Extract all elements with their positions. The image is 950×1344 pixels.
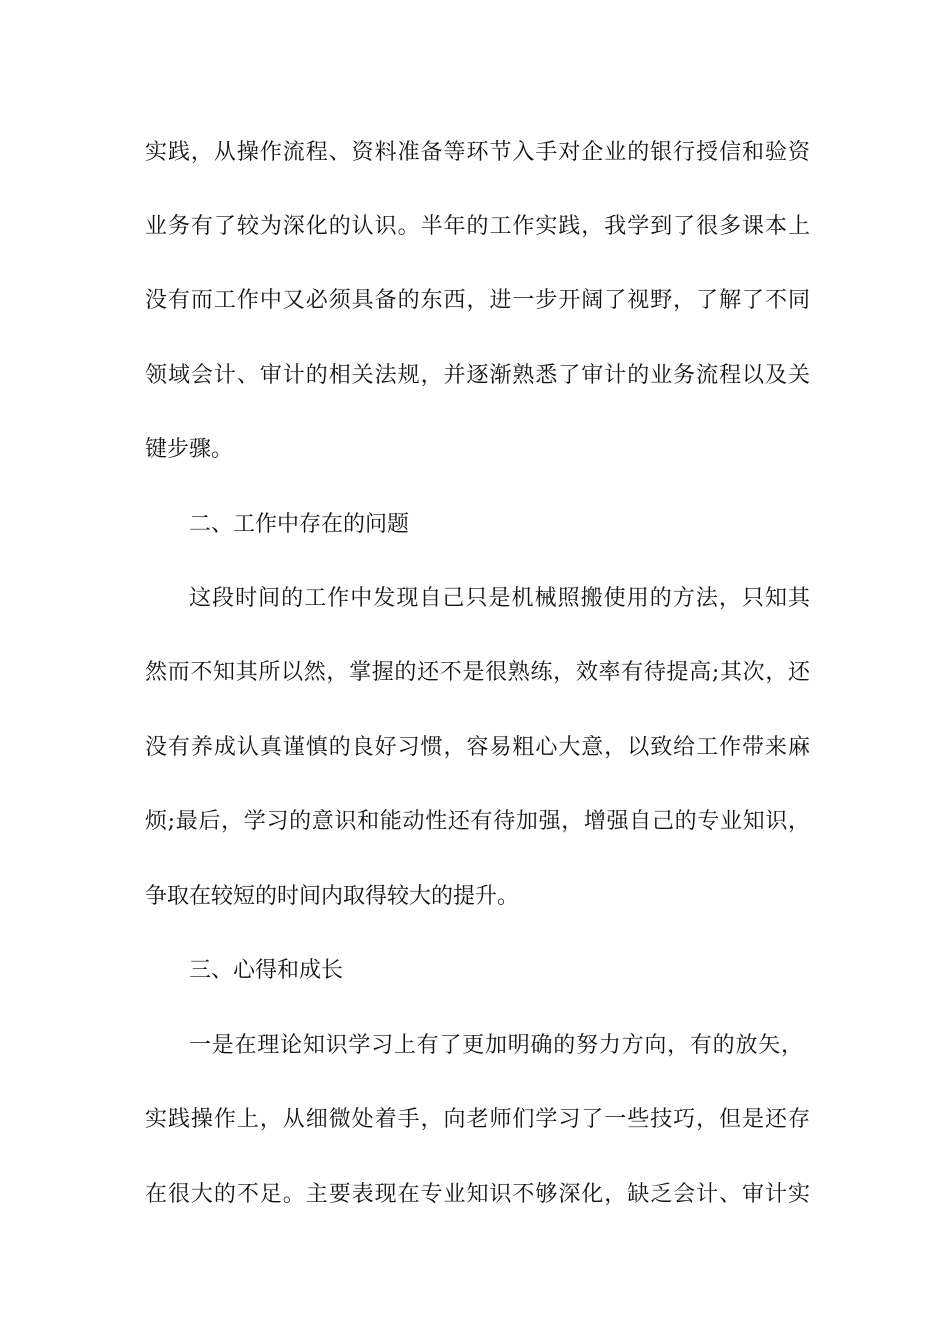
paragraph-line: 争取在较短的时间内取得较大的提升。	[145, 884, 520, 909]
section-heading: 二、工作中存在的问题	[189, 512, 410, 537]
section-heading: 三、心得和成长	[189, 958, 344, 983]
paragraph-line: 实践操作上，从细微处着手，向老师们学习了一些技巧，但是还存	[145, 1107, 810, 1132]
paragraph-line: 然而不知其所以然，掌握的还不是很熟练，效率有待提高;其次，还	[145, 660, 810, 685]
paragraph-line: 一是在理论知识学习上有了更加明确的努力方向，有的放矢，	[189, 1033, 803, 1058]
paragraph-line: 在很大的不足。主要表现在专业知识不够深化，缺乏会计、审计实	[145, 1182, 810, 1207]
paragraph-line: 实践，从操作流程、资料准备等环节入手对企业的银行授信和验资	[145, 140, 810, 165]
paragraph-line: 没有而工作中又必须具备的东西，进一步开阔了视野，了解了不同	[145, 288, 810, 313]
paragraph-line: 没有养成认真谨慎的良好习惯，容易粗心大意，以致给工作带来麻	[145, 735, 810, 760]
paragraph-line: 领域会计、审计的相关法规，并逐渐熟悉了审计的业务流程以及关	[145, 363, 810, 388]
paragraph-line: 烦;最后，学习的意识和能动性还有待加强，增强自己的专业知识，	[145, 809, 810, 834]
paragraph-line: 业务有了较为深化的认识。半年的工作实践，我学到了很多课本上	[145, 214, 810, 239]
paragraph-line: 这段时间的工作中发现自己只是机械照搬使用的方法，只知其	[189, 586, 810, 611]
paragraph-line: 键步骤。	[145, 437, 234, 462]
